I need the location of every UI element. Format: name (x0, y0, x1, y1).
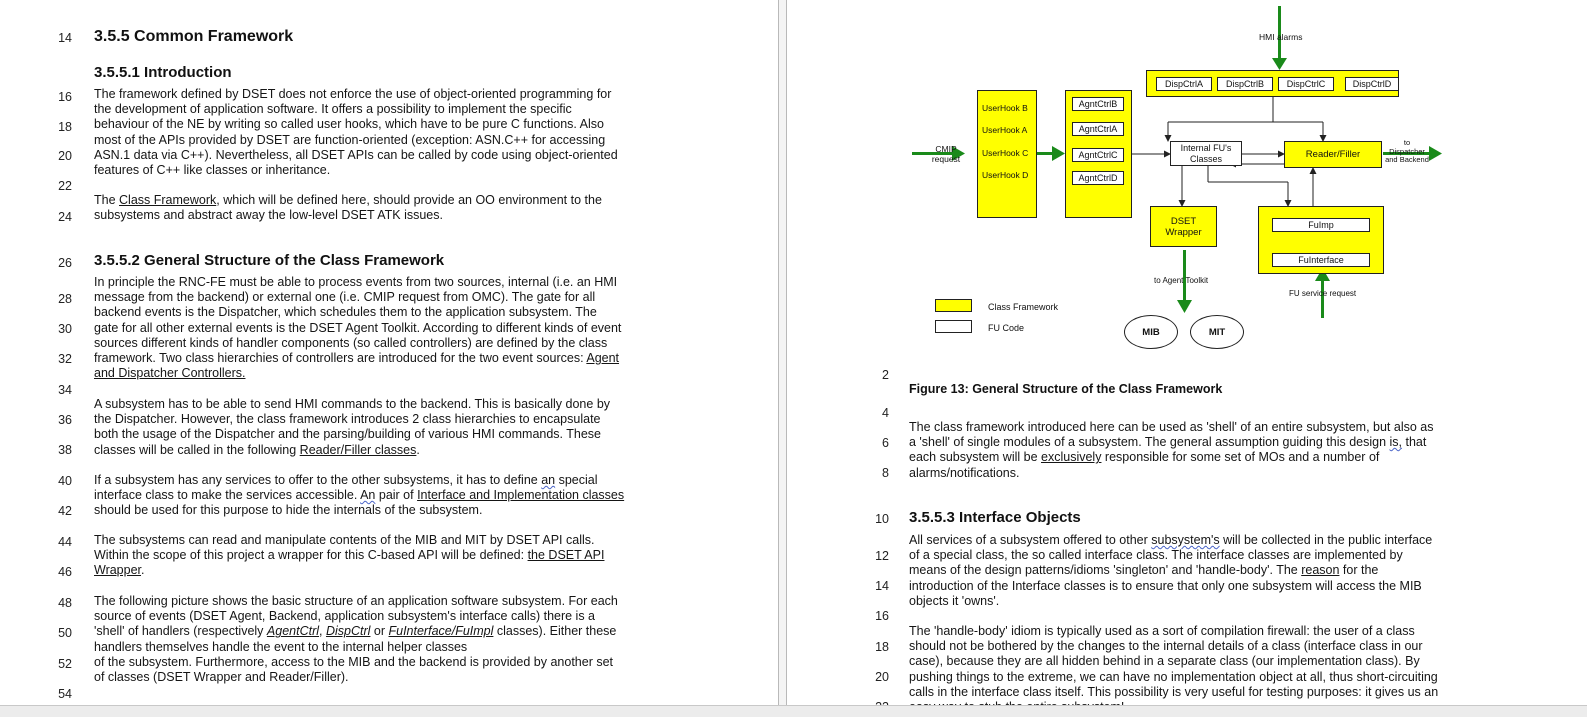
dispctrl-d-box: DispCtrlD (1345, 77, 1399, 91)
line-number: 34 (58, 383, 72, 397)
line-number: 14 (875, 579, 889, 593)
line-number: 14 (58, 31, 72, 45)
line-number: 52 (58, 657, 72, 671)
figure-caption: Figure 13: General Structure of the Class Framework (909, 382, 1223, 396)
reader-filler-box: Reader/Filler (1284, 141, 1382, 168)
line-number: 18 (875, 640, 889, 654)
line-number: 30 (58, 322, 72, 336)
paragraph-handle-body: The 'handle-body' idiom is typically used as a sort of compilation firewall: the user of a class should not be bothered by the changes to the internal details of a class (interface class in our case), because they are all hidden behind in a separate class (our implementation class). By pushing things to the extreme, we can have no implementation object at all, thus short-circuiting calls in the interface class itself. This possibility is very useful for testing purposes: it gives us an (909, 624, 1439, 699)
mib-ellipse: MIB (1124, 315, 1178, 349)
userhook-b-label: UserHook B (982, 103, 1028, 113)
line-number: 46 (58, 565, 72, 579)
agent-controllers-link-cont[interactable]: and Dispatcher Controllers. (94, 366, 246, 381)
dispctrl-c-box: DispCtrlC (1278, 77, 1334, 91)
agntctrl-a-box: AgntCtrlA (1072, 122, 1124, 136)
line-number: 20 (875, 670, 889, 684)
agntctrl-d-box: AgntCtrlD (1072, 171, 1124, 185)
document-page-left (0, 0, 778, 717)
line-number: 26 (58, 256, 72, 270)
subsection-heading: 3.5.5.1 Introduction (94, 64, 232, 81)
exclusively-link[interactable]: exclusively (1041, 450, 1102, 465)
line-number: 28 (58, 292, 72, 306)
to-dispatcher-label: to Dispatcher and Backend (1385, 138, 1429, 164)
fuimp-box: FuImp (1272, 218, 1370, 232)
userhook-c-label: UserHook C (982, 148, 1029, 158)
cmip-request-label: CMIP request (931, 144, 961, 164)
paragraph-intro: The framework defined by DSET does not enforce the use of object-oriented programming for the development of application software. It offers a possibility to implement the specific behaviour of the NE by writing so called user hooks, which have to be pure C functions. Also most of the APIs provided by DSET are function-oriented (exception: ASN.C++ for accessing ASN.1 data via C++). Nevertheless, all DSET APIs can be called by code using object-oriented features of C++ like classes or inheritance. (94, 87, 618, 178)
userhook-d-label: UserHook D (982, 170, 1029, 180)
paragraph-hmi-commands: A subsystem has to be able to send HMI commands to the backend. This is basically done by the Dispatcher. However, the class framework introduces 2 class hierarchies to encapsulate both the usage of the Dispatcher and the parsing/building of various HMI commands. These classes will be called in the following Reader/Filler classes. (94, 397, 611, 457)
paragraph-class-framework: The Class Framework, which will be defined here, should provide an OO environment to the subsystems and abstract away the low-level DSET ATK issues. (94, 193, 602, 223)
green-arrow-head (1052, 146, 1065, 161)
subsection-heading: 3.5.5.3 Interface Objects (909, 509, 1081, 526)
paragraph-shell: The class framework introduced here can be used as 'shell' of an entire subsystem, but also as a 'shell' of single modules of a subsystem. The general assumption guiding this design is, that each subsystem will be exclusively responsible for some set of MOs and a number of alarms/notifications. (909, 420, 1434, 480)
line-number: 36 (58, 413, 72, 427)
dispctrl-b-box: DispCtrlB (1217, 77, 1273, 91)
paragraph-dset-api: The subsystems can read and manipulate contents of the MIB and MIT by DSET API calls. Within the scope of this project a wrapper for this C-based API will be defined: the DSET API Wrapper. (94, 533, 605, 578)
userhook-a-label: UserHook A (982, 125, 1028, 135)
fu-service-request-label: FU service request (1289, 289, 1357, 298)
reason-link[interactable]: reason (1301, 563, 1340, 578)
line-number: 4 (882, 406, 889, 420)
line-number: 44 (58, 535, 72, 549)
legend-class-framework: Class Framework (988, 302, 1059, 312)
line-number: 38 (58, 443, 72, 457)
line-number: 42 (58, 504, 72, 518)
legend-fu-code: FU Code (988, 323, 1025, 333)
line-number: 54 (58, 687, 72, 701)
paragraph-picture-intro: The following picture shows the basic structure of an application software subsystem. For each source of events (DSET Agent, Backend, application subsystem's interface calls) there is a 'shell' of handlers (respectively AgentCtrl, DispCtrl or FuInterface/FuImpl classes). Either these handlers themselves handle the event to the internal helper classes of the subsystem. Furthermore, access to the MIB and the backend is provided by another set of classes (DSET Wrapper and Reader/Filler). (94, 594, 618, 685)
line-number: 40 (58, 474, 72, 488)
dset-api-wrapper-link[interactable]: the DSET API (527, 548, 605, 563)
green-arrow-shaft (1034, 152, 1054, 155)
dispctrl-a-box: DispCtrlA (1156, 77, 1212, 91)
dset-wrapper-box: DSET Wrapper (1150, 206, 1217, 247)
line-number: 18 (58, 120, 72, 134)
line-number: 22 (58, 179, 72, 193)
line-number: 12 (875, 549, 889, 563)
page-gutter (778, 0, 787, 717)
horizontal-scroll-area[interactable] (0, 705, 1587, 717)
document-page-right (787, 0, 1587, 717)
line-number: 50 (58, 626, 72, 640)
line-number: 10 (875, 512, 889, 526)
mit-ellipse: MIT (1190, 315, 1244, 349)
reader-filler-link[interactable]: Reader/Filler classes (299, 442, 417, 457)
paragraph-services: If a subsystem has any services to offer to the other subsystems, it has to define an special interface class to make the services accessible. An pair of Interface and Implementation classes should be used for this purpose to hide the internals of the subsystem. (94, 473, 625, 518)
legend-white-swatch (935, 320, 972, 333)
subsection-heading: 3.5.5.2 General Structure of the Class Framework (94, 252, 445, 269)
class-framework-diagram (908, 0, 1448, 360)
line-number: 32 (58, 352, 72, 366)
agntctrl-c-box: AgntCtrlC (1072, 148, 1124, 162)
line-number: 48 (58, 596, 72, 610)
line-number: 24 (58, 210, 72, 224)
line-number: 16 (58, 90, 72, 104)
section-heading: 3.5.5 Common Framework (94, 28, 294, 45)
green-arrow-head (1272, 58, 1287, 70)
line-number: 2 (882, 368, 889, 382)
hmi-alarms-label: HMI alarms (1259, 32, 1303, 42)
legend-yellow-swatch (935, 299, 972, 312)
paragraph-interface-services: All services of a subsystem offered to other subsystem's will be collected in the public interface of a special class, the so called interface class. The interface classes are implemented by means of the design patterns/idioms 'singleton' and 'handle-body'. The reason for the introduction of the Interface classes is to ensure that only one subsystem will access the MIB objects it 'owns'. (909, 533, 1433, 608)
paragraph-event-sources: In principle the RNC-FE must be able to process events from two sources, internal (i.e. an HMI message from the backend) or external one (i.e. CMIP request from OMC). The gate for all backend events is the Dispatcher, which schedules them to the application subsystem. The gate for all other external events is the DSET Agent Toolkit. According to different kinds of event sources different kinds of handler components (so called controllers) are defined by the class framework. Two class hierarchies of controllers are introduced for the two event sources: Agent and Dispatcher Controllers. (94, 275, 622, 381)
fuinterface-box: FuInterface (1272, 253, 1370, 267)
green-arrow-head (1177, 300, 1192, 313)
agntctrl-b-box: AgntCtrlB (1072, 97, 1124, 111)
to-agent-toolkit-label: to Agent Toolkit (1154, 276, 1209, 285)
internal-fu-classes-box: Internal FU's Classes (1170, 141, 1242, 166)
line-number: 16 (875, 609, 889, 623)
line-number: 6 (882, 436, 889, 450)
dset-api-wrapper-link-cont[interactable]: Wrapper (94, 563, 142, 578)
line-number: 8 (882, 466, 889, 480)
interface-implementation-link[interactable]: Interface and Implementation classes (417, 488, 625, 503)
agent-controllers-link[interactable]: Agent (586, 351, 620, 366)
class-framework-link[interactable]: Class Framework (119, 193, 217, 207)
line-number: 20 (58, 149, 72, 163)
